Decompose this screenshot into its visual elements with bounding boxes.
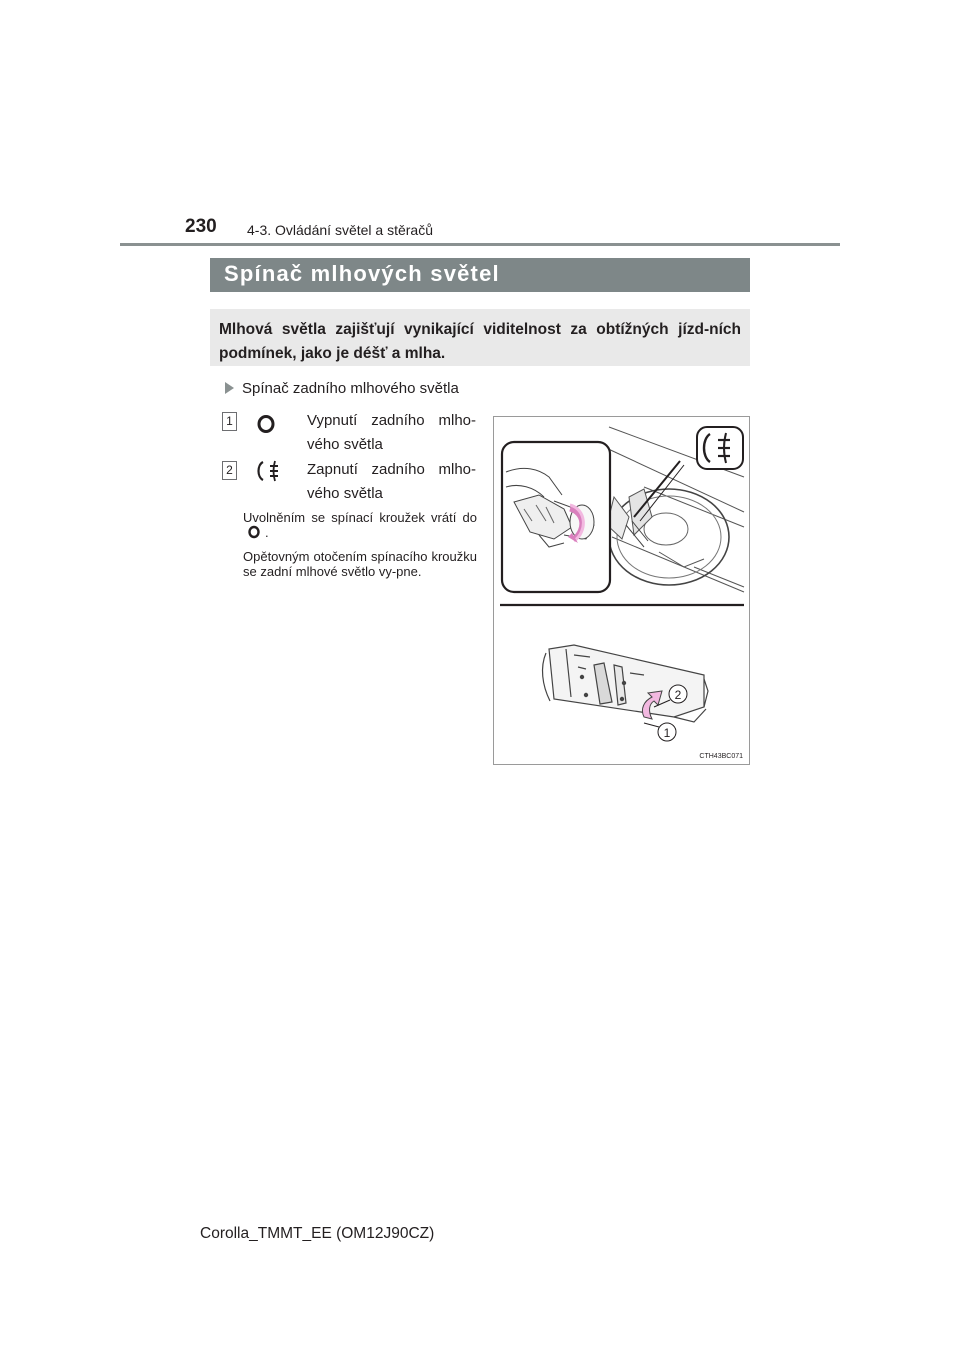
item-number-badge: 2 (222, 461, 237, 480)
item-text: Vypnutí zadního mlho-vého světla (307, 412, 476, 453)
figure-code: CTH43BC071 (699, 753, 743, 760)
note-release-end: . (265, 525, 269, 540)
callout-2-label: 2 (674, 688, 682, 702)
footer-model: Corolla_TMMT_EE (OM12J90CZ) (200, 1225, 435, 1242)
item-text: Zapnutí zadního mlho-vého světla (307, 461, 476, 502)
title-bar (210, 258, 750, 292)
inset-closeup (502, 442, 610, 592)
sub-heading-text: Spínač zadního mlhového světla (242, 380, 459, 397)
triangle-bullet-icon (225, 382, 234, 394)
header-rule (120, 243, 840, 246)
note-rotate: Opětovným otočením spínacího kroužku se zadní mlhové světlo vy-pne. (243, 549, 477, 579)
note-release (243, 510, 477, 540)
switch-lever-drawing (543, 645, 708, 722)
callout-1 (644, 723, 676, 741)
intro-box (210, 309, 750, 366)
fog-indicator-callout (634, 427, 743, 521)
note-release-text: Uvolněním se spínací kroužek vrátí do (243, 510, 477, 525)
fog-light-off-icon (255, 413, 283, 435)
section-title: 4-3. Ovládání světel a stěračů (247, 222, 433, 238)
page-number: 230 (185, 216, 217, 237)
intro-text: Mlhová světla zajišťují vynikající viditelnost za obtížných jízd-ních podmínek, jako je déšť a mlha. (219, 321, 741, 362)
callout-1-label: 1 (663, 726, 671, 740)
rear-fog-light-icon (255, 460, 283, 482)
page-title: Spínač mlhových světel (224, 261, 500, 286)
illustration-figure (493, 416, 750, 765)
fog-light-off-icon (247, 525, 263, 539)
sub-heading (225, 380, 459, 397)
fog-light-switch-illustration (494, 417, 749, 764)
item-number-badge: 1 (222, 412, 237, 431)
